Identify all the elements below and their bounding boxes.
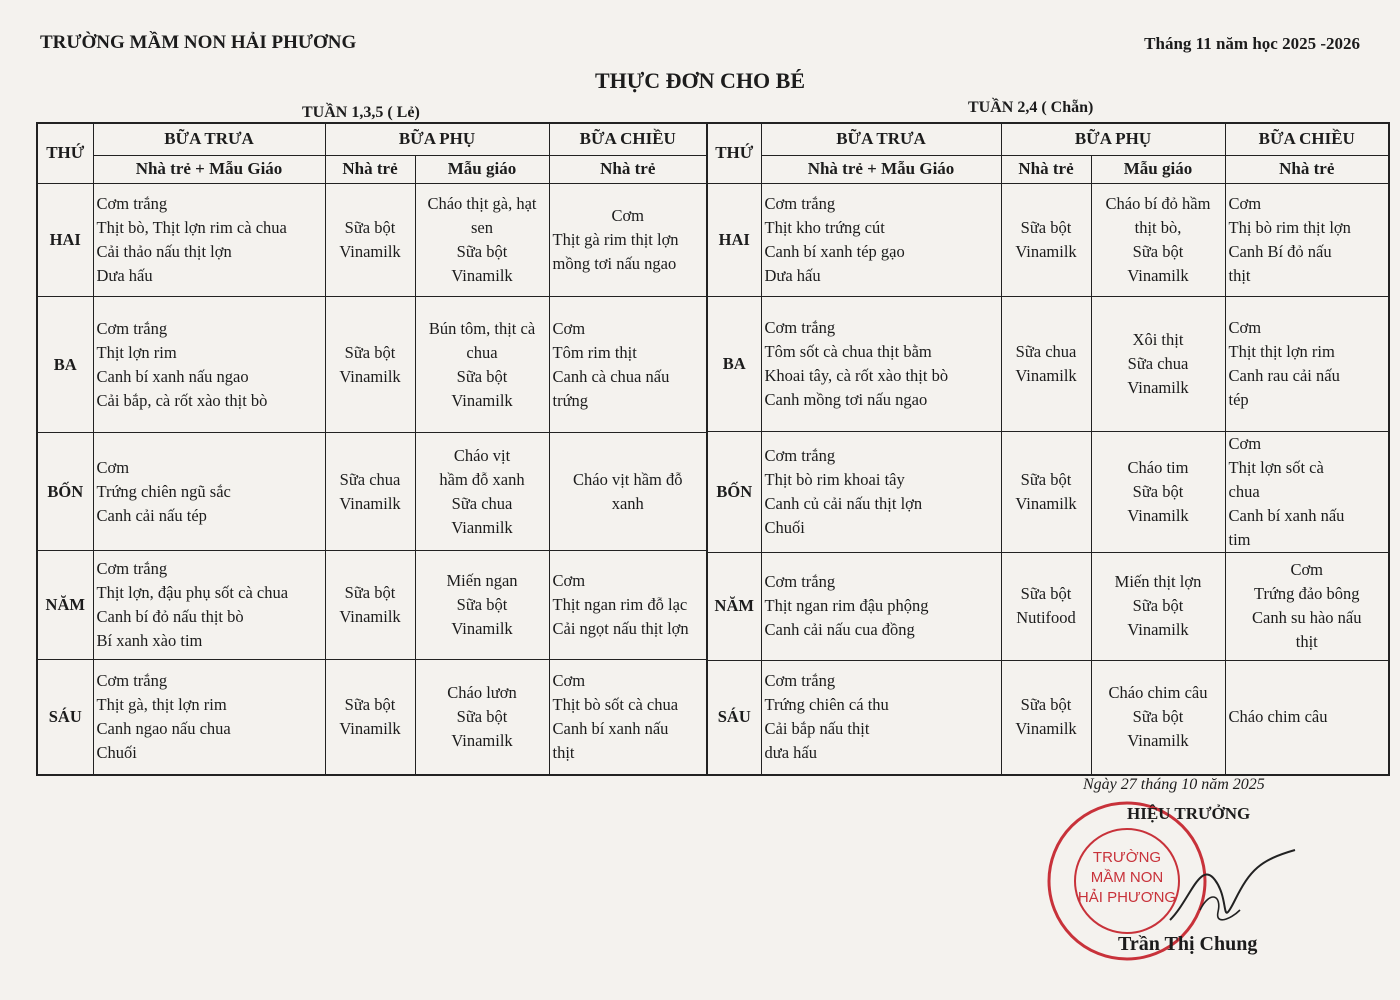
menu-item-line: Vinamilk [451, 266, 513, 286]
table-row [37, 432, 707, 551]
menu-item-line: Thịt bò, Thịt lợn rim cà chua [96, 218, 287, 238]
snack-nursery-cell [325, 432, 415, 551]
signer-role: HIỆU TRƯỞNG [1127, 804, 1251, 823]
menu-item-line: Cháo bí đỏ hầm [1105, 193, 1211, 213]
menu-item-line: Thịt thịt lợn rim [1228, 341, 1335, 361]
menu-item-line: Miến ngan [446, 571, 518, 591]
menu-item-line: Vinamilk [1127, 731, 1189, 751]
menu-item-line: Vinamilk [451, 730, 513, 750]
signer-name: Trần Thị Chung [1118, 933, 1258, 955]
table-row [707, 552, 1389, 660]
col-header-day: THỨ [707, 123, 761, 183]
day-cell: HAI [37, 183, 93, 297]
snack-nursery-cell [1001, 660, 1091, 775]
menu-item-line: Canh Bí đỏ nấu [1228, 241, 1332, 261]
menu-item-line: Sữa chua [1127, 353, 1189, 373]
menu-item-line: thịt bò, [1134, 217, 1182, 237]
day-cell: BA [37, 297, 93, 433]
menu-item-line: Cơm trắng [96, 670, 168, 690]
afternoon-cell [549, 183, 707, 297]
week-odd-label: TUẦN 1,3,5 ( Lẻ) [302, 104, 420, 121]
subheader-afternoon: Nhà trẻ [549, 155, 707, 183]
menu-item-line: Sữa bột [456, 706, 508, 726]
menu-item-line: Canh bí xanh nấu [552, 718, 669, 738]
menu-item-line: Thị bò rim thịt lợn [1228, 217, 1351, 237]
subheader-snack-kindergarten: Mẫu giáo [1091, 155, 1225, 183]
menu-item-line: Vinamilk [1015, 365, 1077, 385]
menu-item-line: Canh bí xanh nấu [1228, 505, 1345, 525]
snack-kindergarten-cell [1091, 660, 1225, 775]
afternoon-cell [549, 432, 707, 551]
menu-item-line: Sữa bột [1020, 695, 1072, 715]
seal-text-line: TRƯỜNG [1092, 849, 1162, 866]
table-row [37, 551, 707, 660]
lunch-cell [93, 659, 325, 775]
snack-kindergarten-cell [415, 551, 549, 660]
day-cell: BỐN [707, 431, 761, 552]
snack-kindergarten-cell [1091, 183, 1225, 296]
menu-item-line: Sữa bột [456, 595, 508, 615]
handwritten-signature [1160, 840, 1300, 940]
day-cell: SÁU [707, 660, 761, 775]
menu-item-line: Canh su hào nấu [1251, 608, 1362, 627]
menu-item-line: Sữa chua [1015, 341, 1077, 361]
menu-item-line: Dưa hấu [764, 265, 821, 285]
menu-item-line: Cơm trắng [96, 194, 168, 214]
menu-item-line: Cơm [1228, 193, 1262, 213]
menu-item-line: Cơm [1228, 433, 1262, 453]
lunch-cell [761, 296, 1001, 431]
table-row [707, 296, 1389, 431]
snack-kindergarten-cell [1091, 431, 1225, 552]
subheader-lunch: Nhà trẻ + Mẫu Giáo [93, 155, 325, 183]
menu-item-line: Cải ngọt nấu thịt lợn [552, 619, 689, 639]
menu-item-line: Sữa bột [1132, 707, 1184, 727]
menu-item-line: Tôm rim thịt [552, 342, 637, 362]
day-cell: BỐN [37, 432, 93, 551]
menu-item-line: Thịt gà, thịt lợn rim [96, 694, 227, 714]
seal-text-line: HẢI PHƯƠNG [1077, 889, 1177, 906]
menu-item-line: Vinamilk [451, 390, 513, 410]
afternoon-cell [1225, 296, 1389, 431]
menu-item-line: Thịt bò sốt cà chua [552, 694, 679, 714]
table-row [707, 431, 1389, 552]
menu-item-line: Vinamilk [1127, 620, 1189, 639]
menu-item-line: Cơm trắng [96, 318, 168, 338]
col-header-day: THỨ [37, 123, 93, 183]
menu-item-line: Cơm [552, 571, 586, 591]
menu-item-line: Sữa bột [1020, 217, 1072, 237]
snack-nursery-cell [1001, 183, 1091, 296]
menu-item-line: hầm đỗ xanh [439, 469, 525, 489]
menu-item-line: Thịt kho trứng cút [764, 217, 885, 237]
snack-nursery-cell [325, 183, 415, 297]
menu-item-line: Chuối [764, 517, 805, 537]
afternoon-cell [1225, 431, 1389, 552]
menu-item-line: Thịt lợn rim [96, 342, 177, 362]
menu-item-line: Cháo chim câu [1228, 707, 1328, 727]
menu-item-line: Thịt ngan rim đậu phộng [764, 596, 929, 615]
menu-item-line: Thịt lợn, đậu phụ sốt cà chua [96, 583, 289, 603]
menu-item-line: Vinamilk [1127, 505, 1189, 525]
menu-item-line: Thịt lợn sốt cà [1228, 457, 1324, 477]
snack-kindergarten-cell [1091, 552, 1225, 660]
menu-item-line: Cơm trắng [764, 317, 836, 337]
snack-kindergarten-cell [415, 659, 549, 775]
lunch-cell [761, 431, 1001, 552]
menu-item-line: Vinamilk [1127, 377, 1189, 397]
menu-item-line: Cơm trắng [764, 445, 836, 465]
menu-item-line: dưa hấu [764, 743, 817, 763]
lunch-cell [761, 183, 1001, 296]
menu-item-line: Cơm [1290, 560, 1324, 579]
day-cell: HAI [707, 183, 761, 296]
menu-item-line: Sữa bột [456, 366, 508, 386]
snack-kindergarten-cell [415, 183, 549, 297]
menu-item-line: mồng tơi nấu ngao [552, 254, 677, 274]
menu-item-line: Cơm trắng [764, 671, 836, 691]
menu-item-line: Vinamilk [339, 366, 401, 386]
table-row [37, 183, 707, 297]
menu-item-line: Cải bắp nấu thịt [764, 719, 870, 739]
menu-item-line: Canh cải nấu tép [96, 505, 207, 525]
table-row [37, 297, 707, 433]
col-header-snack: BỮA PHỤ [325, 123, 549, 155]
menu-item-line: Cơm [552, 318, 586, 338]
subheader-lunch: Nhà trẻ + Mẫu Giáo [761, 155, 1001, 183]
subheader-afternoon: Nhà trẻ [1225, 155, 1389, 183]
menu-item-line: Vinamilk [339, 493, 401, 513]
menu-item-line: tim [1228, 529, 1251, 549]
afternoon-cell [1225, 660, 1389, 775]
menu-item-line: chua [466, 342, 498, 362]
menu-item-line: Cải thảo nấu thịt lợn [96, 242, 232, 262]
menu-item-line: Chuối [96, 742, 137, 762]
menu-item-line: Sữa bột [1132, 481, 1184, 501]
menu-item-line: Sữa bột [344, 694, 396, 714]
menu-item-line: Canh ngao nấu chua [96, 718, 231, 738]
menu-item-line: Canh rau cải nấu [1228, 365, 1340, 385]
menu-item-line: Sữa bột [1020, 469, 1072, 489]
menu-item-line: Sữa bột [1020, 584, 1072, 603]
menu-item-line: Bí xanh xào tim [96, 631, 203, 651]
afternoon-cell [1225, 183, 1389, 296]
col-header-lunch: BỮA TRƯA [93, 123, 325, 155]
menu-item-line: Vinamilk [1015, 241, 1077, 261]
menu-item-line: Sữa bột [1132, 241, 1184, 261]
menu-item-line: Cơm [611, 206, 645, 226]
day-cell: NĂM [707, 552, 761, 660]
subheader-snack-kindergarten: Mẫu giáo [415, 155, 549, 183]
menu-item-line: Trứng chiên cá thu [764, 695, 889, 715]
week-even-label: TUẦN 2,4 ( Chẵn) [968, 99, 1094, 116]
menu-item-line: Vinamilk [339, 242, 401, 262]
day-cell: BA [707, 296, 761, 431]
menu-table-even-weeks [706, 122, 1390, 776]
menu-item-line: Cháo vịt [453, 445, 511, 465]
menu-item-line: thịt [552, 742, 575, 762]
menu-item-line: chua [1228, 481, 1260, 501]
col-header-snack: BỮA PHỤ [1001, 123, 1225, 155]
menu-item-line: Cơm [96, 457, 130, 477]
lunch-cell [93, 183, 325, 297]
menu-item-line: Thịt ngan rim đỗ lạc [552, 595, 688, 615]
menu-item-line: Canh mồng tơi nấu ngao [764, 389, 928, 409]
menu-item-line: Vinamilk [339, 607, 401, 627]
menu-item-line: xanh [611, 493, 644, 513]
table-row [707, 183, 1389, 296]
school-period: Tháng 11 năm học 2025 -2026 [1144, 34, 1360, 53]
snack-kindergarten-cell [415, 432, 549, 551]
menu-item-line: Trứng chiên ngũ sắc [96, 481, 231, 501]
menu-item-line: Bún tôm, thịt cà [428, 318, 536, 338]
lunch-cell [761, 552, 1001, 660]
menu-item-line: Canh củ cải nấu thịt lợn [764, 493, 923, 513]
menu-item-line: Cháo vịt hầm đỗ [572, 469, 683, 489]
subheader-snack-nursery: Nhà trẻ [1001, 155, 1091, 183]
lunch-cell [93, 297, 325, 433]
table-row [707, 660, 1389, 775]
menu-item-line: Cơm trắng [96, 559, 168, 579]
menu-item-line: trứng [552, 390, 589, 410]
menu-item-line: Miến thịt lợn [1114, 572, 1202, 591]
menu-item-line: Khoai tây, cà rốt xào thịt bò [764, 365, 949, 385]
menu-item-line: Cơm trắng [764, 572, 836, 591]
seal-text-line: MẦM NON [1090, 869, 1164, 886]
page-title: THỰC ĐƠN CHO BÉ [594, 68, 806, 93]
snack-nursery-cell [325, 659, 415, 775]
menu-tables [36, 122, 1388, 776]
menu-item-line: Tôm sốt cà chua thịt bằm [764, 341, 932, 361]
menu-item-line: sen [471, 218, 493, 238]
menu-item-line: Cháo thịt gà, hạt [427, 194, 537, 214]
snack-kindergarten-cell [1091, 296, 1225, 431]
menu-item-line: Vianmilk [451, 517, 513, 537]
menu-item-line: Canh bí xanh nấu ngao [96, 366, 249, 386]
menu-item-line: Dưa hấu [96, 266, 153, 286]
day-cell: SÁU [37, 659, 93, 775]
snack-nursery-cell [1001, 552, 1091, 660]
snack-nursery-cell [1001, 296, 1091, 431]
menu-item-line: Cháo lươn [447, 682, 517, 702]
table-row [37, 659, 707, 775]
afternoon-cell [549, 659, 707, 775]
menu-item-line: Vinamilk [1127, 265, 1189, 285]
menu-item-line: Sữa bột [1132, 596, 1184, 615]
menu-item-line: Cháo chim câu [1108, 683, 1208, 703]
menu-item-line: Thịt bò rim khoai tây [764, 469, 905, 489]
menu-item-line: Cơm trắng [764, 193, 836, 213]
menu-item-line: Canh bí xanh tép gạo [764, 241, 905, 261]
day-cell: NĂM [37, 551, 93, 660]
menu-item-line: thịt [1295, 632, 1318, 651]
lunch-cell [761, 660, 1001, 775]
menu-item-line: Vinamilk [339, 718, 401, 738]
menu-item-line: tép [1228, 389, 1249, 409]
afternoon-cell [1225, 552, 1389, 660]
menu-item-line: Sữa bột [344, 218, 396, 238]
menu-item-line: Thịt gà rim thịt lợn [552, 230, 679, 250]
afternoon-cell [549, 551, 707, 660]
menu-item-line: Sữa bột [344, 342, 396, 362]
menu-item-line: Nutifood [1016, 608, 1076, 627]
menu-item-line: Cải bắp, cà rốt xào thịt bò [96, 390, 268, 410]
menu-item-line: Canh cải nấu cua đồng [764, 620, 915, 639]
menu-item-line: Canh bí đỏ nấu thịt bò [96, 607, 244, 627]
school-name: TRƯỜNG MẦM NON HẢI PHƯƠNG [40, 32, 357, 53]
afternoon-cell [549, 297, 707, 433]
menu-item-line: Vinamilk [451, 619, 513, 639]
menu-item-line: Cơm [1228, 317, 1262, 337]
col-header-afternoon: BỮA CHIỀU [1225, 123, 1389, 155]
menu-item-line: Xôi thịt [1132, 329, 1184, 349]
snack-nursery-cell [1001, 431, 1091, 552]
menu-item-line: Trứng đảo bông [1253, 584, 1360, 603]
menu-item-line: Sữa chua [339, 469, 401, 489]
menu-item-line: Canh cà chua nấu [552, 366, 670, 386]
col-header-lunch: BỮA TRƯA [761, 123, 1001, 155]
snack-nursery-cell [325, 297, 415, 433]
menu-item-line: Sữa bột [456, 242, 508, 262]
lunch-cell [93, 432, 325, 551]
menu-item-line: Cháo tim [1127, 457, 1189, 477]
menu-item-line: Sữa bột [344, 583, 396, 603]
menu-table-odd-weeks [36, 122, 708, 776]
menu-item-line: thịt [1228, 265, 1251, 285]
menu-item-line: Vinamilk [1015, 493, 1077, 513]
lunch-cell [93, 551, 325, 660]
snack-kindergarten-cell [415, 297, 549, 433]
subheader-snack-nursery: Nhà trẻ [325, 155, 415, 183]
signature-date: Ngày 27 tháng 10 năm 2025 [1083, 776, 1265, 793]
menu-item-line: Sữa chua [451, 493, 513, 513]
snack-nursery-cell [325, 551, 415, 660]
menu-item-line: Vinamilk [1015, 719, 1077, 739]
col-header-afternoon: BỮA CHIỀU [549, 123, 707, 155]
menu-item-line: Cơm [552, 670, 586, 690]
